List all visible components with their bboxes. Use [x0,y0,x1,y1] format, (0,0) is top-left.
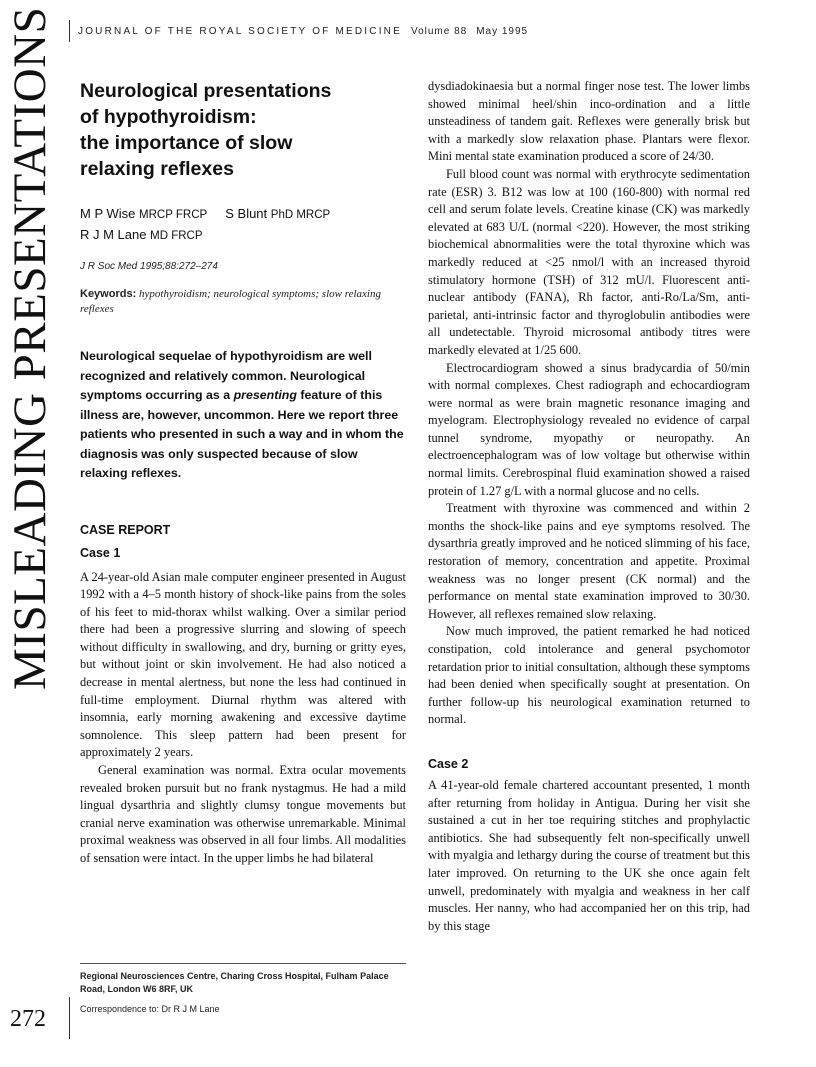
right-column [428,78,750,935]
section-heading: CASE REPORT [80,522,171,537]
author-degrees: PhD MRCP [270,209,331,221]
author-degrees: MD FRCP [150,230,203,242]
case1-heading: Case 1 [80,545,121,560]
author-degrees: MRCP FRCP [139,209,208,221]
issue-date: May 1995 [476,26,529,37]
case2-heading: Case 2 [428,756,469,771]
body-paragraph: A 41-year-old female chartered accountant presented, 1 month after returning from holiday in Antigua. During her visit she sustained a cut in her toe requiring stitches and prophylactic antibiotics. She had subsequently felt non-specifically unwell with myalgia and lethargy during the course of treatment but this later improved. On returning to the UK she once again felt unwell, predominately with myalgia and weakness in her calf muscles. Her nanny, who had accompanied her on this trip, had by this stage [428,777,750,933]
footnotes [80,970,406,1016]
abstract-text: feature of this illness are, however, uncommon. Here we report three patients who presented in such a way and in whom the diagnosis was only suspected because of slow relaxing reflexes. [80,388,404,480]
journal-name: JOURNAL OF THE ROYAL SOCIETY OF MEDICINE [78,26,402,37]
title-line: of hypothyroidism: [80,106,257,128]
volume-number: Volume 88 [410,26,468,37]
keywords [80,287,406,317]
body-paragraph: Now much improved, the patient remarked he had noticed constipation, cold intolerance and general psychomotor retardation prior to initial consultation, although these symptoms had been denied when specifically sought at presentation. On further follow-up his neurological examination returned to normal. [428,624,750,727]
section-side-title: MISLEADING PRESENTATIONS [4,6,56,690]
title-line: Neurological presentations [80,80,332,102]
abstract-emphasis: presenting [233,388,297,402]
body-paragraph: Full blood count was normal with erythrocyte sedimentation rate (ESR) 3. B12 was low at 100 (160-800) with normal red cell and serum folate levels. Creatine kinase (CK) was markedly elevated at 683 U/L (normal <220). However, the most striking biochemical abnormalities were the total thyroxine which was markedly reduced at <25 nmol/l with an increased thyroid stimulatory hormone (TSH) of 312 mU/l. Fluorescent anti-nuclear antibody (FANA), Rh factor, anti-Ro/La/Sm, anti-parietal, anti-intrinsic factor and thyroglobulin antibodies were all undetectable. Thyroid microsomal antibody titres were markedly elevated at 1/25 600. [428,166,750,357]
body-paragraph: Electrocardiogram showed a sinus bradycardia of 50/min with normal complexes. Chest radiograph and echocardiogram were normal as were brain magnetic resonance imaging and myelogram. Electrophysiology revealed no evidence of carpal tunnel syndrome, myopathy or neuropathy. An electroencephalogram was of low voltage but otherwise within normal limits. Cerebrospinal fluid examination showed a raised protein of 1.27 g/L with a normal glucose and no cells. [428,360,750,498]
author-name: M P Wise [80,206,136,221]
article-title [80,78,406,182]
body-paragraph: A 24-year-old Asian male computer engineer presented in August 1992 with a 4–5 month history of shock-like pains from the soles of his feet to mid-thorax whilst walking. Over a similar period there had been a progressive slurring and slowing of speech without difficulty in swallowing, and dry, burning or gritty eyes, but without joint or skin involvement. He had also noticed a decrease in mental alertness, but none the less had continued in full-time employment. Diurnal rhythm was altered with insomnia, early morning awakening and excessive daytime somnolence. This sleep pattern had been present for approximately 2 years. [80,569,406,760]
author-name: S Blunt [225,206,268,221]
body-paragraph: Treatment with thyroxine was commenced and within 2 months the shock-like pains and eye symptoms resolved. The dysarthria greatly improved and he noticed slimming of his face, restoration of memory, concentration and appetite. Proximal weakness was no longer present (CK normal) and the performance on mental state examination improved to 30/30. However, all reflexes remained slow relaxing. [428,501,750,621]
left-column [80,78,406,868]
keywords-label: Keywords: [80,288,137,300]
author-address: Regional Neurosciences Centre, Charing Cross Hospital, Fulham Palace Road, London W6 8RF, UK [80,971,389,994]
body-paragraph: dysdiadokinaesia but a normal finger nose test. The lower limbs showed minimal heel/shin inco-ordination and a little unsteadiness of tandem gait. Reflexes were generally brisk but with a markedly slow relaxation phase. Plantars were flexor. Mini mental state examination produced a score of 24/30. [428,79,750,164]
title-line: the importance of slow [80,132,293,154]
running-head [78,26,528,37]
journal-citation: J R Soc Med 1995;88:272–274 [80,261,218,272]
body-paragraph: General examination was normal. Extra ocular movements revealed broken pursuit but no frank nystagmus. He had a mild lingual dysarthria and slightly clumsy tongue movements but cranial nerve examination was otherwise unremarkable. Minimal proximal weakness was observed in all four limbs. All modalities of sensation were intact. In the upper limbs he had bilateral [80,763,406,865]
keywords-text: hypothyroidism; neurological symptoms; slow relaxing reflexes [80,288,381,315]
abstract-text: Neurological sequelae of hypothyroidism are well recognized and relatively common. Neurological symptoms occurring as a [80,349,372,402]
page-number: 272 [10,1006,46,1032]
correspondence-note: Correspondence to: Dr R J M Lane [80,1004,220,1014]
margin-rule-bottom [69,997,70,1039]
author-name: R J M Lane [80,227,147,242]
abstract [80,347,406,484]
margin-rule-top [69,20,70,42]
author-list [80,204,406,246]
title-line: relaxing reflexes [80,158,234,180]
footnote-divider [80,963,406,964]
